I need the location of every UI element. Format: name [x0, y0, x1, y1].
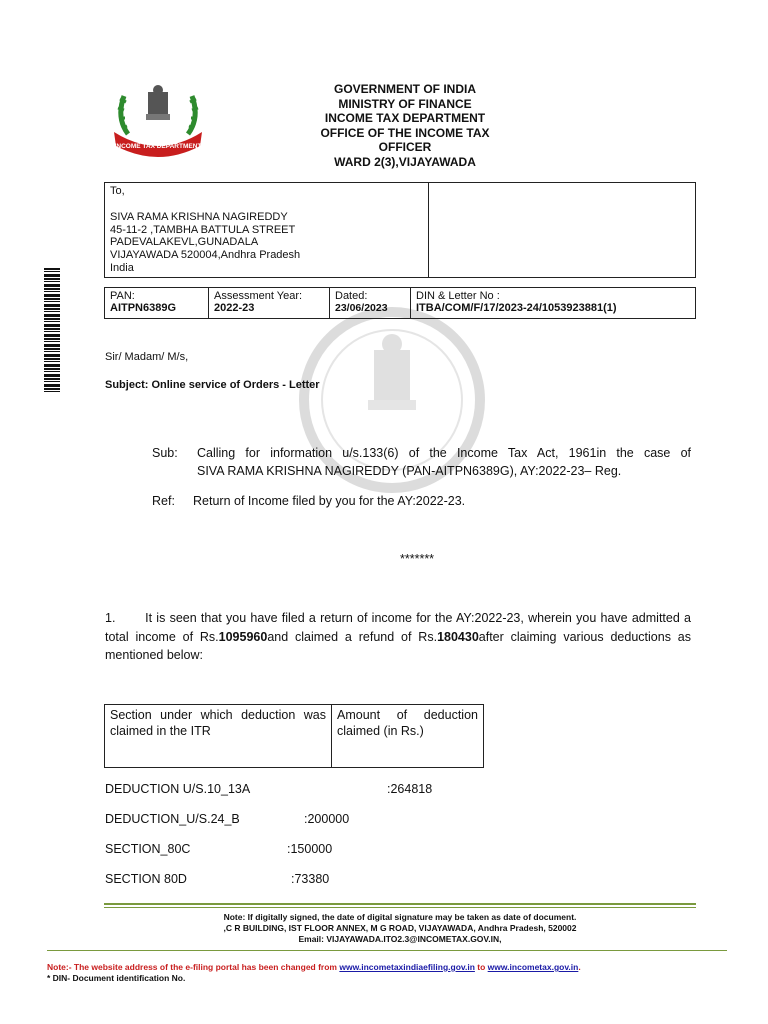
header-line: WARD 2(3),VIJAYAWADA — [334, 154, 476, 169]
logo-text: INCOME TAX DEPARTMENT — [114, 143, 202, 150]
old-portal-link[interactable]: www.incometaxindiaefiling.gov.in — [339, 962, 475, 972]
deduction-label: SECTION 80D — [105, 872, 187, 886]
address-line: VIJAYAWADA 520004,Andhra Pradesh — [110, 249, 301, 262]
portal-note-text: Note:- The website address of the e-filing portal has been changed from — [47, 962, 340, 972]
paragraph-text: and claimed a refund of Rs. — [267, 629, 438, 644]
din-cell — [411, 288, 696, 319]
footer-note: Note: If digitally signed, the date of digital signature may be taken as date of document. — [223, 912, 577, 922]
header-line: INCOME TAX DEPARTMENT — [324, 111, 486, 126]
to-label: To, — [110, 185, 125, 197]
address-line: PADEVALAKEVL,GUNADALA — [110, 236, 259, 249]
paragraph-text: It is seen that you have filed a return of income for the AY:2022-23, wherein you have admitted a total income of Rs. — [105, 611, 691, 644]
deduction-label: DEDUCTION_U/S.24_B — [105, 812, 240, 826]
footer-rule-thin — [104, 907, 696, 908]
footer-divider — [47, 950, 727, 951]
deduction-value: :264818 — [387, 782, 433, 796]
paragraph-number: 1. — [105, 611, 116, 625]
header-line: GOVERNMENT OF INDIA — [333, 82, 476, 96]
reference-info-box — [104, 287, 696, 319]
deduction-value: :150000 — [287, 842, 333, 856]
deduction-table-header-section: Section under which deduction was claimed in the ITR — [105, 705, 332, 768]
sub-label: Sub: — [152, 446, 178, 460]
separator-stars: ******* — [400, 552, 435, 566]
assessment-year-value: 2022-23 — [214, 302, 255, 314]
deduction-table-header-amount: Amount of deduction claimed (in Rs.) — [332, 705, 484, 768]
income-tax-logo — [108, 82, 208, 158]
deduction-table — [104, 704, 484, 768]
footer-address: ,C R BUILDING, IST FLOOR ANNEX, M G ROAD, VIJAYAWADA, Andhra Pradesh, 520002 — [223, 923, 577, 933]
letter-header — [250, 82, 560, 170]
deduction-label: SECTION_80C — [105, 842, 191, 856]
pan-value: AITPN6389G — [110, 302, 177, 314]
ref-label: Ref: — [152, 494, 175, 508]
salutation: Sir/ Madam/ M/s, — [105, 351, 189, 363]
empty-cell — [428, 183, 695, 278]
header-line: MINISTRY OF FINANCE — [338, 96, 472, 111]
address-line: India — [110, 261, 134, 274]
portal-note-mid: to — [474, 962, 488, 972]
recipient-cell — [105, 183, 429, 278]
din-value: ITBA/COM/F/17/2023-24/1053923881(1) — [416, 302, 617, 314]
dated-cell — [330, 288, 411, 319]
deduction-label: DEDUCTION U/S.10_13A — [105, 782, 251, 796]
header-line: OFFICE OF THE INCOME TAX — [320, 125, 490, 140]
deduction-value: :200000 — [304, 812, 350, 826]
sub-line-1: Calling for information u/s.133(6) of the Income Tax Act, 1961in the case of — [197, 446, 691, 460]
assessment-year-cell — [209, 288, 330, 319]
footer-rule — [104, 903, 696, 905]
portal-change-note — [47, 962, 727, 973]
sub-line-2: SIVA RAMA KRISHNA NAGIREDDY (PAN-AITPN6389G), AY:2022-23– Reg. — [197, 464, 622, 478]
address-box — [104, 182, 696, 278]
footer-email: Email: VIJAYAWADA.ITO2.3@INCOMETAX.GOV.IN, — [298, 934, 502, 944]
paragraph-text: after claiming various deductions as mentioned below: — [105, 629, 691, 662]
din-label: DIN & Letter No : — [416, 290, 500, 302]
subject-line: Subject: Online service of Orders - Letter — [105, 379, 320, 391]
din-note: * DIN- Document identification No. — [47, 973, 186, 983]
pan-cell — [105, 288, 209, 319]
paragraph-1 — [105, 609, 691, 665]
header-line: OFFICER — [378, 140, 432, 155]
deduction-value: :73380 — [291, 872, 330, 886]
portal-note-end: . — [578, 962, 581, 972]
barcode — [44, 268, 60, 394]
refund-amount: 180430 — [437, 629, 479, 644]
pan-label: PAN: — [110, 290, 135, 302]
assessment-year-label: Assessment Year: — [214, 290, 303, 302]
total-income: 1095960 — [218, 629, 268, 644]
recipient-name: SIVA RAMA KRISHNA NAGIREDDY — [110, 210, 288, 223]
address-line: 45-11-2 ,TAMBHA BATTULA STREET — [110, 223, 296, 236]
dated-value: 23/06/2023 — [335, 302, 388, 314]
new-portal-link[interactable]: www.incometax.gov.in — [487, 962, 579, 972]
ref-text: Return of Income filed by you for the AY:2022-23. — [193, 494, 466, 508]
dated-label: Dated: — [335, 290, 368, 302]
